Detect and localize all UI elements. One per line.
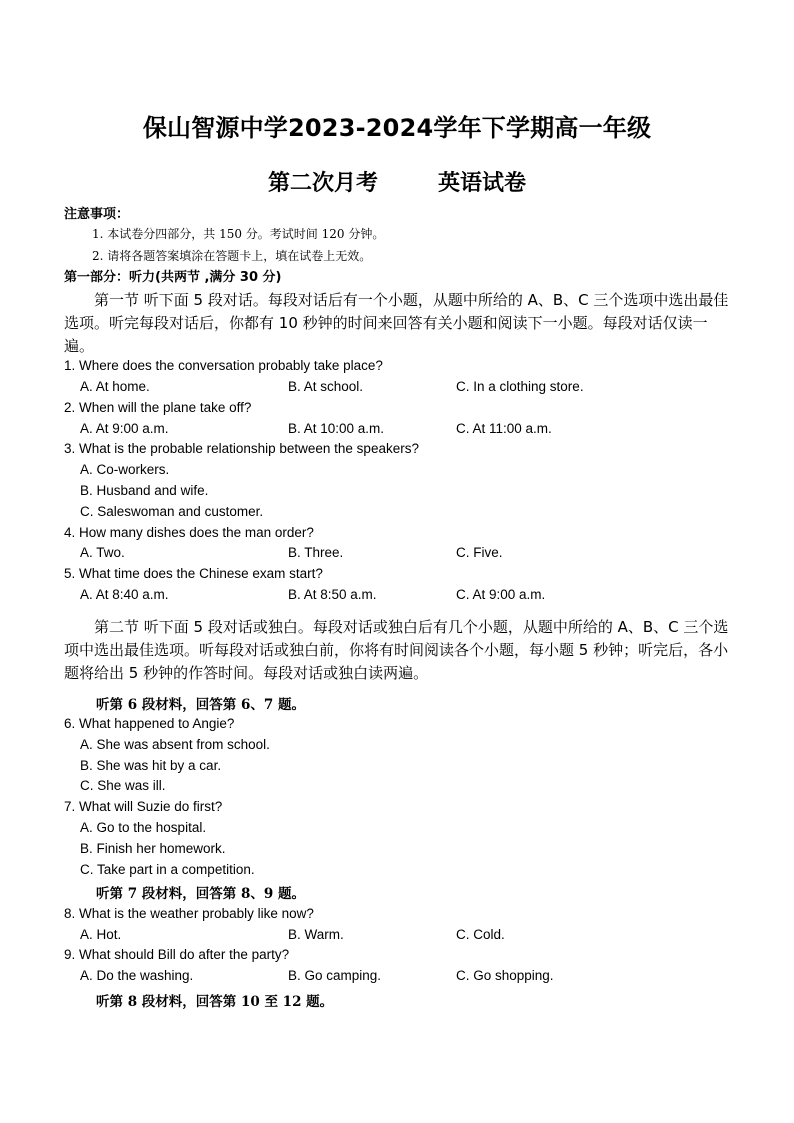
listen-instruction: 听第 6 段材料，回答第 6、7 题。 — [96, 697, 305, 713]
option-b: B. At school. — [288, 379, 364, 394]
option-a: A. Co-workers. — [80, 462, 170, 477]
option-c: C. She was ill. — [80, 778, 166, 793]
option-c: C. Go shopping. — [456, 968, 554, 983]
question: 7. What will Suzie do first? — [64, 799, 223, 814]
option-c: C. Five. — [456, 545, 503, 560]
exam-subtitle-left: 第二次月考 — [267, 171, 378, 196]
option-b: B. Go camping. — [288, 968, 382, 983]
option-a: A. At 9:00 a.m. — [80, 421, 169, 436]
exam-title: 保山智源中学2023-2024学年下学期高一年级 — [142, 114, 652, 142]
option-c: C. Saleswoman and customer. — [80, 504, 264, 519]
option-c: C. In a clothing store. — [456, 379, 584, 394]
option-b: B. Husband and wife. — [80, 483, 209, 498]
notice-item: 1. 本试卷分四部分，共 150 分。考试时间 120 分钟。 — [92, 227, 385, 241]
section1-intro: 第一节 听下面 5 段对话。每段对话后有一个小题，从题中所给的 A、B、C 三个选项中选出最佳选项。听完每段对话后，你都有 10 秒钟的时间来回答有关小题和阅读下一小题。每段对话仅读一遍。 — [64, 291, 729, 355]
option-c: C. At 9:00 a.m. — [456, 587, 546, 602]
question: 4. How many dishes does the man order? — [64, 525, 314, 540]
option-b: B. Three. — [288, 545, 344, 560]
option-a: A. At home. — [80, 379, 150, 394]
listen-instruction: 听第 8 段材料，回答第 10 至 12 题。 — [96, 994, 334, 1010]
section2-intro: 第二节 听下面 5 段对话或独白。每段对话或独白后有几个小题，从题中所给的 A、B、C 三个选项中选出最佳选项。听每段对话或独白前，你将有时间阅读各个小题，每小题 5 秒钟；听完后，各小题将给出 5 秒钟的作答时间。每段对话或独白读两遍。 — [64, 618, 729, 682]
notice-item: 2. 请将各题答案填涂在答题卡上，填在试卷上无效。 — [92, 249, 372, 263]
option-b: B. At 8:50 a.m. — [288, 587, 377, 602]
notice-heading: 注意事项： — [64, 207, 130, 222]
exam-subtitle-right: 英语试卷 — [438, 171, 527, 196]
option-a: A. Hot. — [80, 927, 122, 942]
question: 2. When will the plane take off? — [64, 400, 252, 415]
option-b: B. Finish her homework. — [80, 841, 226, 856]
option-a: A. Do the washing. — [80, 968, 194, 983]
option-a: A. Two. — [80, 545, 125, 560]
question: 8. What is the weather probably like now? — [64, 906, 314, 921]
question: 6. What happened to Angie? — [64, 716, 235, 731]
option-b: B. She was hit by a car. — [80, 758, 222, 773]
exam-subtitle — [0, 166, 794, 197]
question: 1. Where does the conversation probably take place? — [64, 358, 383, 373]
option-a: A. At 8:40 a.m. — [80, 587, 169, 602]
question: 3. What is the probable relationship between the speakers? — [64, 441, 419, 456]
part1-heading: 第一部分：听力(共两节 ,满分 30 分) — [64, 270, 282, 285]
option-b: B. Warm. — [288, 927, 344, 942]
listen-instruction: 听第 7 段材料，回答第 8、9 题。 — [96, 886, 305, 902]
question: 5. What time does the Chinese exam start? — [64, 566, 323, 581]
option-c: C. At 11:00 a.m. — [456, 421, 552, 436]
option-c: C. Cold. — [456, 927, 505, 942]
option-c: C. Take part in a competition. — [80, 862, 255, 877]
option-b: B. At 10:00 a.m. — [288, 421, 385, 436]
question: 9. What should Bill do after the party? — [64, 947, 290, 962]
option-a: A. Go to the hospital. — [80, 820, 207, 835]
option-a: A. She was absent from school. — [80, 737, 270, 752]
